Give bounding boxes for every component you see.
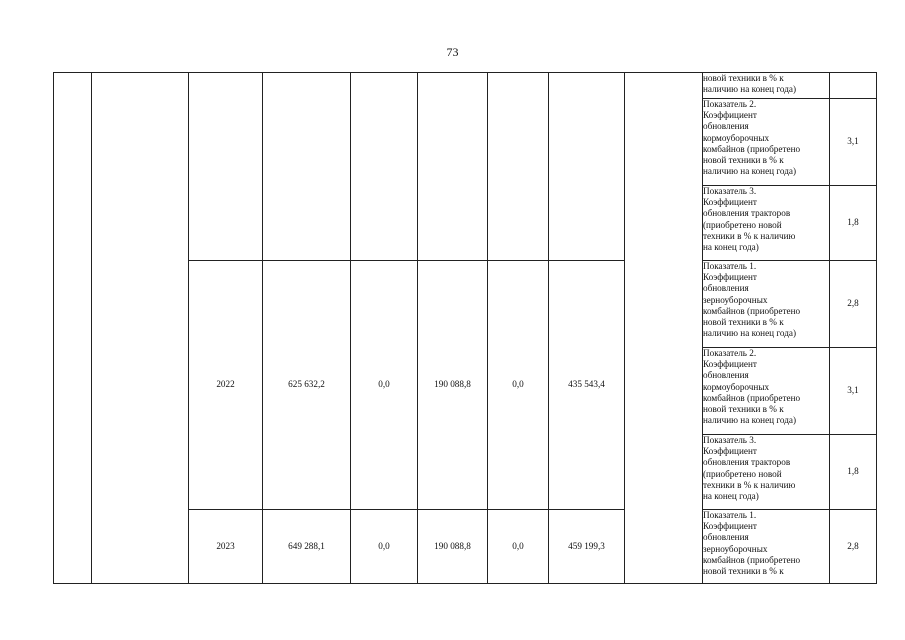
- indicator-line: новой техники в % к: [703, 155, 784, 166]
- indicator-value: 2,8: [830, 510, 877, 584]
- indicator-value: 1,8: [830, 435, 877, 510]
- indicator-line: на конец года): [703, 491, 759, 502]
- indicator-line: Коэффициент: [703, 446, 757, 457]
- indicator-line: наличию на конец года): [703, 166, 797, 177]
- indicator-line: обновления тракторов: [703, 208, 791, 219]
- indicator-line: Коэффициент: [703, 197, 757, 208]
- table-cell-number: [54, 73, 92, 584]
- indicator-line: Коэффициент: [703, 272, 757, 283]
- indicator-value: 2,8: [830, 261, 877, 348]
- indicator-line: Коэффициент: [703, 521, 757, 532]
- executor-cell: [625, 73, 703, 584]
- table-cell-measure: [92, 73, 189, 584]
- indicator-cell: [703, 348, 830, 435]
- indicator-line: обновления тракторов: [703, 457, 791, 468]
- indicator-line: техники в % к наличию: [703, 479, 796, 490]
- page-number: 73: [446, 45, 459, 59]
- indicator-cell: [703, 99, 830, 186]
- year-cell: 2023: [189, 510, 263, 584]
- local-budget-cell: 0,0: [488, 261, 549, 510]
- local-budget-cell: [488, 73, 549, 261]
- extrabudgetary-cell: 435 543,4: [549, 261, 625, 510]
- indicator-line: зерноуборочных: [703, 294, 768, 305]
- indicator-value: 1,8: [830, 186, 877, 261]
- indicator-cell: [703, 510, 830, 584]
- indicator-line: Коэффициент: [703, 110, 757, 121]
- indicator-line: Показатель 1.: [703, 261, 757, 271]
- indicator-line: комбайнов (приобретено: [703, 392, 801, 403]
- indicator-line: кормоуборочных: [703, 381, 770, 392]
- indicator-line: комбайнов (приобретено: [703, 143, 801, 154]
- indicator-line: Показатель 1.: [703, 510, 757, 520]
- program-table: [53, 72, 877, 584]
- local-budget-cell: 0,0: [488, 510, 549, 584]
- regional-budget-cell: [418, 73, 488, 261]
- regional-budget-cell: 190 088,8: [418, 261, 488, 510]
- indicator-line: обновления: [703, 532, 749, 543]
- indicator-line: зерноуборочных: [703, 543, 768, 554]
- indicator-line: на конец года): [703, 242, 759, 253]
- indicator-line: (приобретено новой: [703, 219, 782, 230]
- total-cell: 649 288,1: [263, 510, 351, 584]
- indicator-line: Показатель 2.: [703, 99, 757, 109]
- indicator-line: наличию на конец года): [703, 84, 797, 95]
- extrabudgetary-cell: 459 199,3: [549, 510, 625, 584]
- indicator-line: новой техники в % к: [703, 566, 784, 577]
- indicator-line: новой техники в % к: [703, 73, 784, 83]
- indicator-line: Показатель 3.: [703, 186, 757, 196]
- indicator-line: комбайнов (приобретено: [703, 554, 801, 565]
- indicator-cell: [703, 261, 830, 348]
- indicator-line: комбайнов (приобретено: [703, 305, 801, 316]
- federal-budget-cell: 0,0: [351, 261, 418, 510]
- indicator-cell: [703, 73, 830, 99]
- indicator-line: кормоуборочных: [703, 132, 770, 143]
- indicator-line: наличию на конец года): [703, 415, 797, 426]
- indicator-line: новой техники в % к: [703, 317, 784, 328]
- year-cell: [189, 73, 263, 261]
- indicator-line: наличию на конец года): [703, 328, 797, 339]
- indicator-line: обновления: [703, 283, 749, 294]
- indicator-line: обновления: [703, 121, 749, 132]
- federal-budget-cell: [351, 73, 418, 261]
- indicator-cell: [703, 186, 830, 261]
- indicator-cell: [703, 435, 830, 510]
- indicator-line: обновления: [703, 370, 749, 381]
- extrabudgetary-cell: [549, 73, 625, 261]
- total-cell: [263, 73, 351, 261]
- indicator-line: Коэффициент: [703, 359, 757, 370]
- indicator-line: Показатель 3.: [703, 435, 757, 445]
- federal-budget-cell: 0,0: [351, 510, 418, 584]
- indicator-line: новой техники в % к: [703, 404, 784, 415]
- indicator-value: 3,1: [830, 99, 877, 186]
- indicator-value: [830, 73, 877, 99]
- indicator-line: (приобретено новой: [703, 468, 782, 479]
- total-cell: 625 632,2: [263, 261, 351, 510]
- indicator-value: 3,1: [830, 348, 877, 435]
- indicator-line: техники в % к наличию: [703, 230, 796, 241]
- regional-budget-cell: 190 088,8: [418, 510, 488, 584]
- indicator-line: Показатель 2.: [703, 348, 757, 358]
- year-cell: 2022: [189, 261, 263, 510]
